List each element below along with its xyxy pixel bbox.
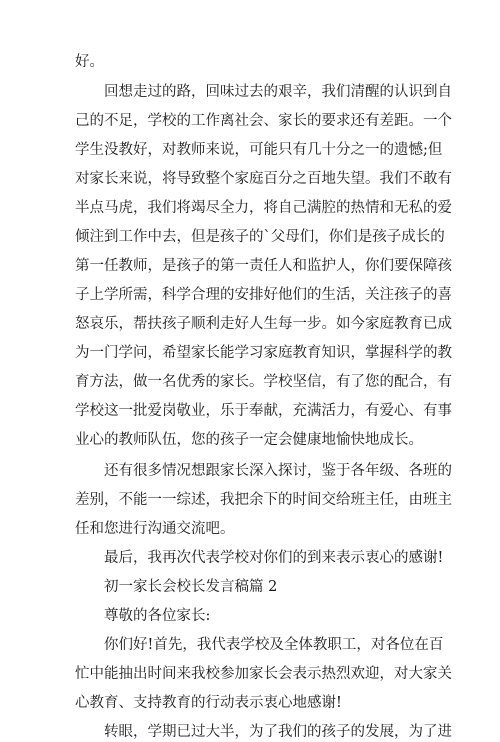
text-line: 回想走过的路，回味过去的艰辛，我们清醒的认识到自 (104, 84, 452, 100)
text-line: 怒哀乐，帮扶孩子顺利走好人生每一步。如今家庭教育已成 (75, 316, 452, 332)
text-line: 你们好!首先，我代表学校及全体教职工，对各位在百 (104, 637, 444, 653)
text-line: 学校这一批爱岗敬业，乐于奉献，充满活力，有爱心、有事 (75, 403, 452, 419)
text-line: 差别，不能一一综述，我把余下的时间交给班主任，由班主 (75, 492, 452, 508)
text-line: 最后，我再次代表学校对你们的到来表示衷心的感谢! (104, 550, 444, 566)
text-line: 育方法，做一名优秀的家长。学校坚信，有了您的配合，有 (75, 374, 452, 390)
text-line: 业心的教师队伍，您的孩子一定会健康地愉快地成长。 (75, 432, 423, 448)
text-line: 任和您进行沟通交流吧。 (75, 521, 235, 537)
text-line: 为一门学问，希望家长能学习家庭教育知识，掌握科学的教 (75, 345, 452, 361)
text-line: 转眼，学期已过大半，为了我们的孩子的发展，为了进 (104, 724, 452, 740)
text-line: 对家长来说，将导致整个家庭百分之百地失望。我们不敢有 (75, 171, 452, 187)
text-line: 半点马虎，我们将竭尽全力，将自己满腔的热情和无私的爱 (75, 200, 452, 216)
text-line: 倾注到工作中去，但是孩子的`父母们，你们是孩子成长的 (75, 229, 445, 245)
text-line: 心教育、支持教育的行动表示衷心地感谢! (75, 695, 342, 711)
text-line: 子上学所需，科学合理的安排好他们的生活，关注孩子的喜 (75, 287, 452, 303)
text-line: 第一任教师，是孩子的第一责任人和监护人，你们要保障孩 (75, 258, 452, 274)
text-line: 好。 (75, 54, 104, 70)
text-line: 忙中能抽出时间来我校参加家长会表示热烈欢迎，对大家关 (75, 666, 452, 682)
text-line: 初一家长会校长发言稿篇 2 (104, 579, 278, 595)
text-line: 尊敬的各位家长: (104, 608, 211, 624)
text-line: 还有很多情况想跟家长深入探讨，鉴于各年级、各班的 (104, 463, 452, 479)
text-line: 学生没教好，对教师来说，可能只有几十分之一的遗憾;但 (75, 142, 443, 158)
text-line: 己的不足，学校的工作离社会、家长的要求还有差距。一个 (75, 113, 452, 129)
